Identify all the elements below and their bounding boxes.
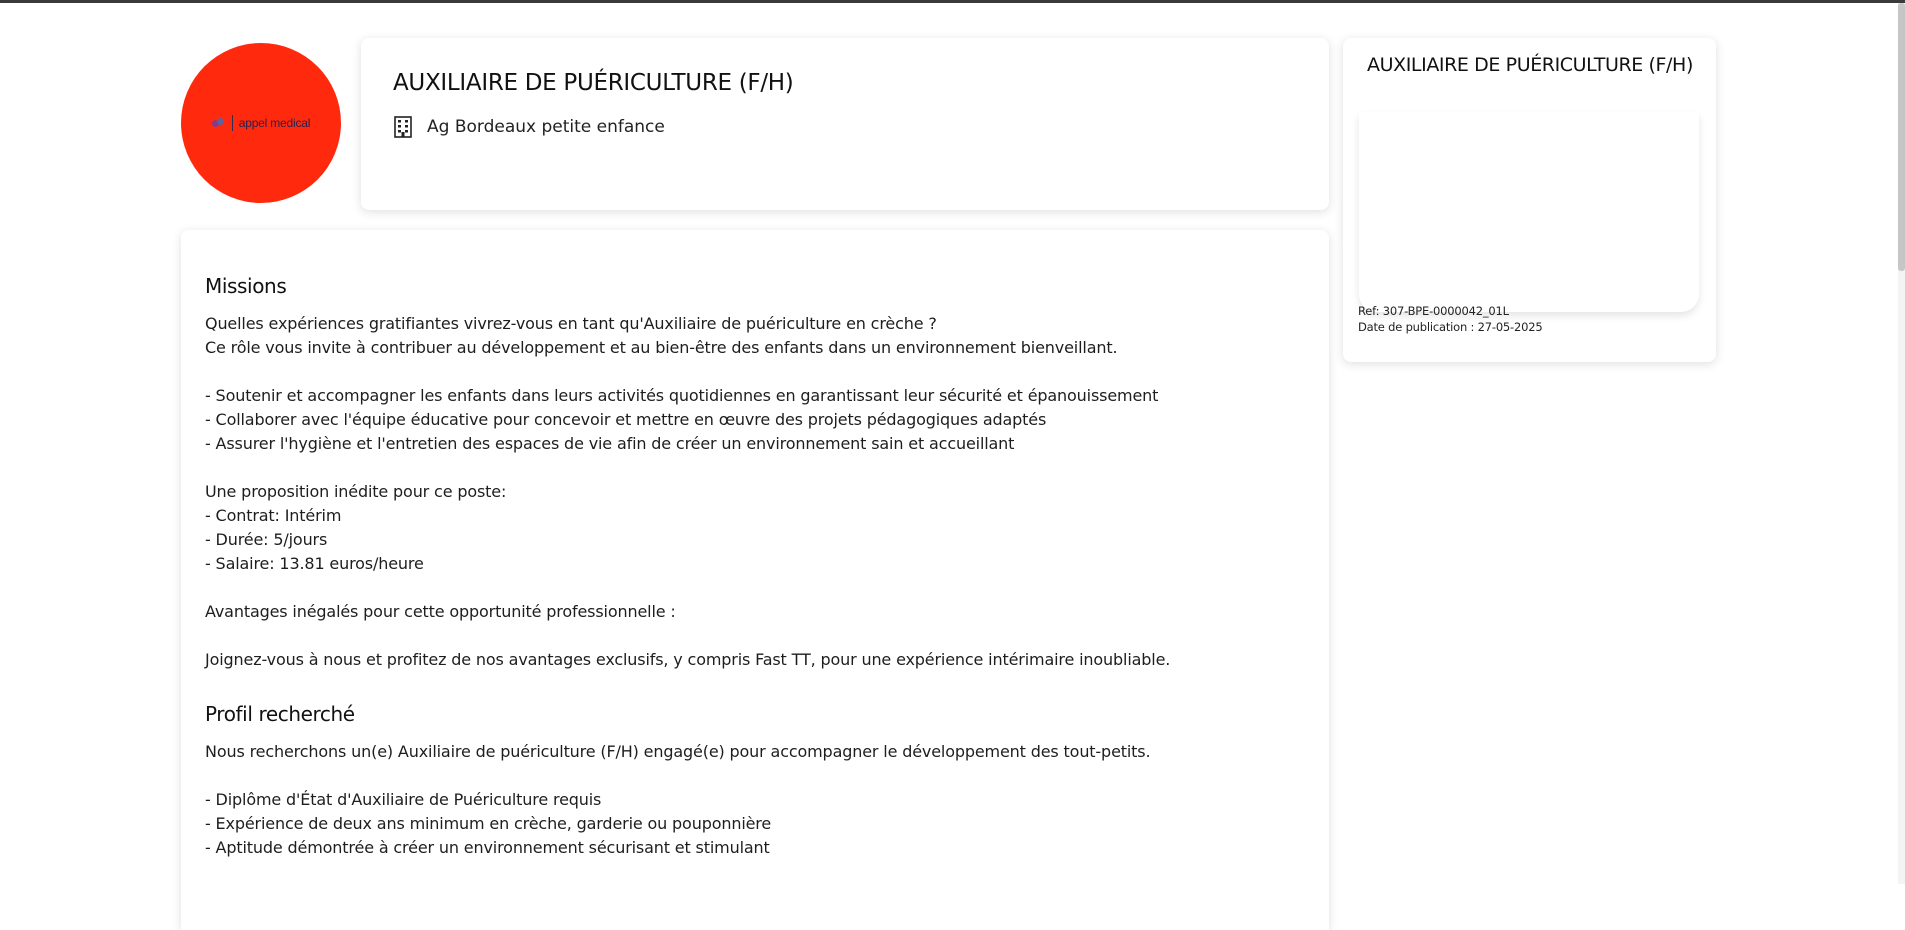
job-title: AUXILIAIRE DE PUÉRICULTURE (F/H) [393, 70, 794, 96]
missions-line: Joignez-vous à nous et profitez de nos avantages exclusifs, y compris Fast TT, pour une expérience intérimaire inoubliable. [205, 650, 1171, 669]
missions-line: Avantages inégalés pour cette opportunité professionnelle : [205, 602, 676, 621]
missions-line: - Soutenir et accompagner les enfants dans leurs activités quotidiennes en garantissant leur sécurité et épanouissement [205, 386, 1159, 405]
company-name: Ag Bordeaux petite enfance [427, 117, 665, 137]
missions-line: Ce rôle vous invite à contribuer au développement et au bien-être des enfants dans un environnement bienveillant. [205, 338, 1118, 357]
profile-body [205, 740, 1305, 860]
logo-mark-group [212, 115, 310, 131]
sidebar-job-title: AUXILIAIRE DE PUÉRICULTURE (F/H) [1367, 54, 1693, 76]
missions-line: Quelles expériences gratifiantes vivrez-vous en tant qu'Auxiliaire de puériculture en crèche ? [205, 314, 937, 333]
logo-text: appel medical [238, 116, 311, 130]
page-scrollbar-thumb[interactable] [1898, 3, 1905, 271]
logo-separator [232, 115, 233, 131]
job-meta [1358, 303, 1542, 335]
missions-body [205, 312, 1305, 672]
job-description-card [181, 230, 1329, 930]
sidebar-panel [1359, 112, 1699, 312]
profile-line: - Diplôme d'État d'Auxiliaire de Puériculture requis [205, 790, 602, 809]
sidebar-summary-card [1343, 38, 1716, 362]
missions-line: - Contrat: Intérim [205, 506, 342, 525]
missions-line: - Salaire: 13.81 euros/heure [205, 554, 424, 573]
building-icon [393, 116, 413, 138]
company-row [393, 116, 665, 138]
company-logo [181, 43, 341, 203]
profile-heading: Profil recherché [205, 702, 355, 726]
missions-line: - Assurer l'hygiène et l'entretien des espaces de vie afin de créer un environnement sain et accueillant [205, 434, 1015, 453]
window-top-border [0, 0, 1905, 3]
job-reference: Ref: 307-BPE-0000042_01L [1358, 304, 1509, 318]
missions-line: - Durée: 5/jours [205, 530, 328, 549]
missions-line: - Collaborer avec l'équipe éducative pour concevoir et mettre en œuvre des projets pédagogiques adaptés [205, 410, 1047, 429]
profile-line: - Aptitude démontrée à créer un environnement sécurisant et stimulant [205, 838, 770, 857]
profile-line: Nous recherchons un(e) Auxiliaire de puériculture (F/H) engagé(e) pour accompagner le développement des tout-petits. [205, 742, 1151, 761]
missions-heading: Missions [205, 274, 287, 298]
missions-line: Une proposition inédite pour ce poste: [205, 482, 507, 501]
job-description-content [205, 274, 1305, 860]
job-header-card [361, 38, 1329, 210]
publication-date: Date de publication : 27-05-2025 [1358, 320, 1543, 334]
profile-line: - Expérience de deux ans minimum en crèche, garderie ou pouponnière [205, 814, 772, 833]
logo-symbol-icon [212, 118, 226, 128]
